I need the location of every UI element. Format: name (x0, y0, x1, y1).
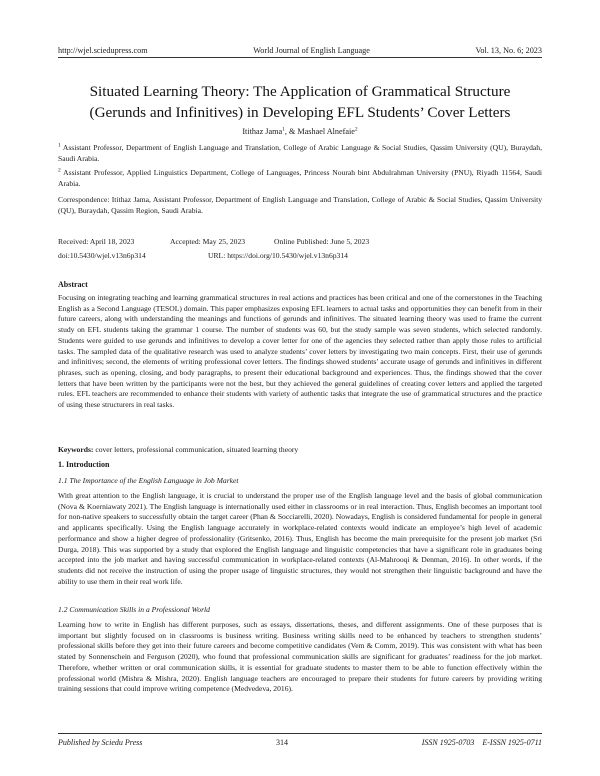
affiliation-2-text: Assistant Professor, Applied Linguistics Department, College of Languages, Princess Nourah bint Abdulrahman University (PNU), Riyadh 11564, Saudi Arabia. (58, 168, 542, 188)
author-2-affil-mark: 2 (354, 126, 358, 133)
keywords (58, 445, 542, 456)
running-header (58, 44, 542, 56)
doi-text[interactable]: doi:10.5430/wjel.v13n6p314 (58, 251, 146, 260)
affiliation-2-mark: 2 (58, 167, 61, 174)
accepted-date: Accepted: May 25, 2023 (170, 237, 246, 246)
publication-dates (58, 237, 369, 246)
subsection-1-2-heading: 1.2 Communication Skills in a Professional World (58, 605, 210, 614)
journal-name: World Journal of English Language (253, 45, 370, 55)
received-date: Received: April 18, 2023 (58, 237, 135, 246)
keywords-text: cover letters, professional communication, situated learning theory (93, 445, 299, 454)
author-list (58, 127, 542, 136)
published-date: Online Published: June 5, 2023 (274, 237, 370, 246)
intro-paragraph-2: Learning how to write in English has different purposes, such as essays, dissertations, theses, and different assignments. One of these purposes that is important but slightly focused on in classrooms is business writing. Business writing skills need to be enhanced by teachers to strengthen students’ professional skills before they get into their future careers and become competitive candidates (Vem & Comm, 2019). This was consistent with what has been stated by Sonnenschein and Ferguson (2020), who found that professional communication skills are significant for graduates’ readiness for the job market. Therefore, whether written or oral communication skills, it is essential for graduate students to master them to be able to function effectively within the professional world (Mishra & Mishra, 2020). English language teachers are encouraged to prepare their students for future careers by providing writing training sessions that could improve writing competence (Medvedeva, 2016). (58, 620, 542, 694)
paper-title (70, 81, 530, 123)
issn: ISSN 1925-0703 E-ISSN 1925-0711 (421, 738, 542, 747)
doi-url[interactable]: URL: https://doi.org/10.5430/wjel.v13n6p314 (208, 251, 348, 260)
title-line-2: (Gerunds and Infinitives) in Developing EFL Students’ Cover Letters (89, 104, 511, 121)
footer-rule (58, 733, 542, 734)
author-separator: , & Mashael Alnefaie (284, 127, 355, 136)
volume-info: Vol. 13, No. 6; 2023 (475, 45, 542, 55)
affiliation-1-text: Assistant Professor, Department of English Language and Translation, College of Arabic Language & Social Studies, Qassim University (QU), Buraydah, Saudi Arabia. (58, 143, 542, 163)
doi-row (58, 251, 348, 260)
affiliation-1-mark: 1 (58, 142, 61, 149)
title-line-1: Situated Learning Theory: The Application of Grammatical Structure (89, 83, 511, 100)
keywords-label: Keywords: (58, 445, 94, 454)
affiliation-1 (58, 143, 542, 164)
correspondence: Correspondence: Itithaz Jama, Assistant Professor, Department of English Language and Translation, College of Arabic & Social Studies, Qassim University (QU), Buraydah, Qassim Region, Saudi Arabia. (58, 195, 542, 215)
abstract-text: Focusing on integrating teaching and learning grammatical structures in real actions and practices has been critical and one of the cornerstones in the Teaching English as a Second Language (TESOL) domain. This paper emphasizes exposing EFL learners to actual tasks and opportunities they can benefit from in their future careers, along with understanding the meanings and functions of gerunds and infinitives. The situated learning theory was used to frame the current study on EFL students taking the grammar 1 course. The number of students was 60, but the study sample was seven students, which selected randomly. Students were guided to use gerunds and infinitives to develop a cover letter for one of the agencies they selected rather than apply those rules to artificial tasks. The sampled data of the qualitative research was used to analyze students’ cover letters by investigating two main concepts. First, their use of gerunds and infinitives; second, the elements of writing professional cover letters. The findings showed students’ accurate usage of gerunds and infinitives in different phrases, such as opening, closing, and body paragraphs, to present their educational background and experiences. Thus, the findings showed that the cover letters that have been written by the participants were not the best, but they achieved the general guidelines of creating cover letters and applied the targeted rules. EFL teachers are recommended to enhance their students with variety of authentic tasks that integrate the use of grammatical structures and the practice of using these structurers in real tasks. (58, 293, 542, 410)
section-1-heading: 1. Introduction (58, 460, 110, 469)
publisher: Published by Sciedu Press (58, 738, 143, 747)
affiliation-2 (58, 168, 542, 189)
page-number: 314 (276, 738, 289, 747)
intro-paragraph-1: With great attention to the English language, it is crucial to understand the proper use of the English language level and the basis of global communication (Nova & Koerniawaty 2021). The English language is internationally used either in classrooms or in real interaction. Thus, English becomes an important tool for non-native speakers to successfully obtain the target career (Phan & Socciarelli, 2020). Nowadays, English is considered fundamental for people in general and applicants specifically. Using the English language accurately in workplace-related contexts would indicate an employee’s high level of academic performance and show a higher degree of professionality (Gritsenko, 2016). Thus, English has become the main prerequisite for the present job market (Sri Durga, 2018). This was supported by a study that explored the English language and linguistic competencies that have a significant role in graduates being accepted into the job market and having successful communication in workplace-related contexts (Al-Mahrooqi & Denman, 2016). In other words, if the students did not receive the instruction of using the proper usage of linguistic structures, they would not strengthen their linguistic background and have the ability to use them in their real work life. (58, 491, 542, 586)
author-1: Itithaz Jama (242, 127, 283, 136)
page-footer (58, 738, 542, 750)
author-1-affil-mark: 1 (282, 126, 285, 133)
abstract-heading: Abstract (58, 280, 88, 289)
subsection-1-1-heading: 1.1 The Importance of the English Language in Job Market (58, 476, 239, 485)
header-rule (58, 57, 542, 58)
journal-url[interactable]: http://wjel.sciedupress.com (58, 45, 148, 55)
